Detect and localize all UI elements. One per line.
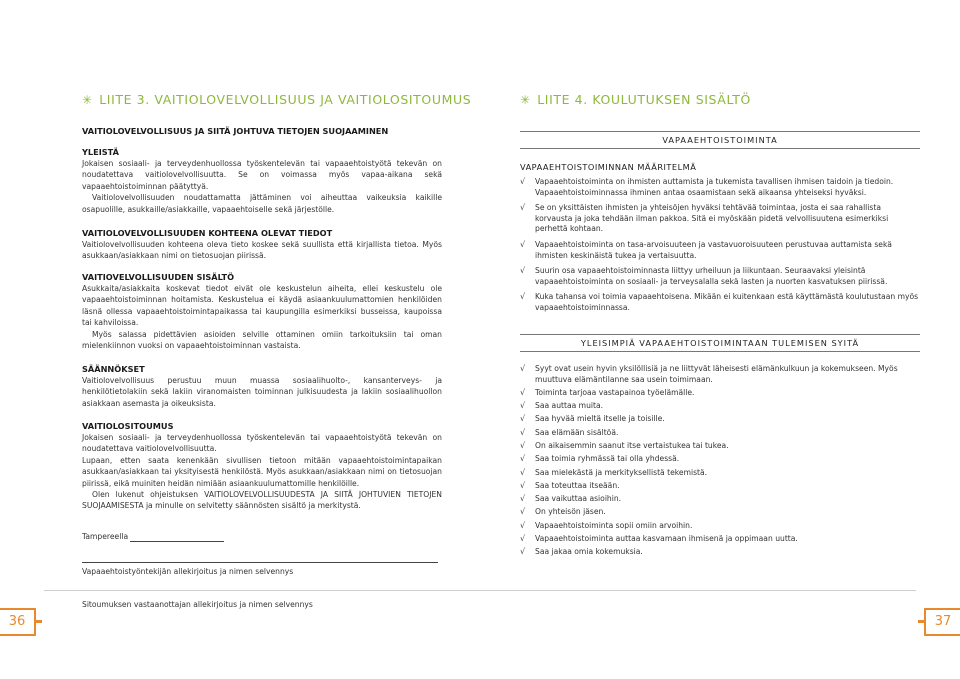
list-item [520,414,920,425]
list-item [520,428,920,439]
list-item-text: Saa vaikuttaa asioihin. [535,494,622,504]
list-item [520,507,920,518]
list-item [520,468,920,479]
checkmark-icon: √ [520,266,526,276]
checkmark-icon: √ [520,401,526,411]
definition-list [520,177,920,319]
paragraph: Lupaan, etten saata kenenkään sivullisen tietoon mitään vapaaehtoistoimintapaikan asukkaan/asiakkaan tai yksityisestä henkilöstä. Myös asukkaan/asiakkaan nimi on tietosuojan piirissä, eikä muiniten heidän nimiään asiaankuulumattomille henkilöille. [82,455,442,488]
list-item-text: Se on yksittäisten ihmisten ja yhteisöjen hyväksi tehtävää toimintaa, josta ei saa rahallista korvausta ja joka tehdään ilman pakkoa. Sitä ei myöskään pidetä velvollisuutena esimerkiksi perhettä kohtaan. [535,203,889,234]
section-body-saannokset [82,375,442,409]
paragraph: Jokaisen sosiaali- ja terveydenhuollossa työskentelevän tai vapaaehtoistyötä tekevän on noudatettava vaitiolovelvollisuutta. Se on voimassa myös vapaa-aikana sekä vapaaehtoistoiminnan päätyttyä. [82,159,442,191]
right-page [480,0,960,679]
checkmark-icon: √ [520,203,526,213]
paragraph: Vaitiolovelvollisuuden noudattamatta jättäminen voi aiheuttaa vaikeuksia kaikille osapuolille, asukkaille/asiakkaille, vapaaehtoiselle sekä järjestölle. [82,193,442,214]
main-heading: VAITIOLOVELVOLLISUUS JA SIITÄ JOHTUVA TIETOJEN SUOJAAMINEN [82,126,389,136]
list-item [520,292,920,313]
list-item [520,547,920,558]
checkmark-icon: √ [520,441,526,450]
list-item-text: On aikaisemmin saanut itse vertaistukea tai tukea. [535,441,729,450]
checkmark-icon: √ [520,454,526,464]
checkmark-icon: √ [520,292,526,302]
list-item [520,388,920,399]
signature-label-receiver: Sitoumuksen vastaanottajan allekirjoitus ja nimen selvennys [82,600,313,609]
checkmark-icon: √ [520,494,526,504]
list-item [520,454,920,465]
paragraph: Asukkaita/asiakkaita koskevat tiedot eivät ole keskustelun aiheita, ellei keskustelu ole vapaaehtoistoiminnan hoitamista. Keskustelua ei käydä asiaankuulumattomien henkilöiden läsnä ollessa vapaaehtoistoimintapaikassa tai kaupungilla esimerkiksi busseissa, kaupoissa tai kahviloissa. [82,284,442,328]
section-title-saannokset: SÄÄNNÖKSET [82,364,145,374]
checkmark-icon: √ [520,507,526,517]
footer-rule [44,590,480,591]
section-body-sitoumus [82,432,442,512]
section-body-kohteena [82,239,442,262]
checkmark-icon: √ [520,480,526,490]
list-item-text: Saa toimia ryhmässä tai olla yhdessä. [535,454,680,464]
list-item [520,521,920,532]
list-item-text: Suurin osa vapaaehtoistoiminnasta liittyy urheiluun ja liikuntaan. Seuraavaksi yleisintä vapaaehtoistoiminta on sosiaali- ja terveysalalla sekä lasten ja nuorten kasvatuksen piirissä. [535,266,888,286]
section-body-sisalto [82,283,442,351]
chapter-title-text: LIITE 4. KOULUTUKSEN SISÄLTÖ [537,92,751,107]
paragraph: Vaitiolovelvollisuus perustuu muun muassa sosiaalihuolto-, kansanterveys- ja henkilötietolakiin sekä lakiin viranomaisten toiminnan julkisuudesta ja lakiin sosiaalihuollon asiakkaan asemasta ja oikeuksista. [82,376,442,408]
chapter-title-right [520,92,751,107]
checkmark-icon: √ [520,177,526,186]
list-item-text: Vapaaehtoistoiminta on tasa-arvoisuuteen ja vastavuoroisuuteen perustuvaa auttamista sekä ihmisten keskinäistä tukea ja vertaisuutta. [535,239,892,260]
date-line[interactable] [130,541,224,542]
sparkle-icon: ✳ [82,93,93,107]
checkmark-icon: √ [520,520,526,530]
checkmark-icon: √ [520,467,526,477]
page-number-left: 36 [0,608,36,636]
list-item-text: Kuka tahansa voi toimia vapaaehtoisena. Mikään ei kuitenkaan estä käyttämästä koulutustaan myös vapaaehtoistoiminnassa. [535,292,919,312]
signature-line-volunteer[interactable] [82,562,438,563]
checkmark-icon: √ [520,547,526,557]
list-item-text: On yhteisön jäsen. [535,507,606,517]
list-item-text: Vapaaehtoistoiminta sopii omiin arvoihin. [535,520,693,530]
list-item [520,364,920,385]
checkmark-icon: √ [520,364,526,373]
list-item-text: Syyt ovat usein hyvin yksilöllisiä ja ne liittyvät läheisesti elämänkulkuun ja kokemukseen. Myös muuttuva elämäntilanne saa usein toimimaan. [535,364,898,384]
page-number-connector [36,620,42,623]
checkmark-icon: √ [520,533,526,543]
list-item [520,481,920,492]
checkmark-icon: √ [520,427,526,437]
definition-title: VAPAAEHTOISTOIMINNAN MÄÄRITELMÄ [520,162,697,172]
section-title-sisalto: VAITIOVELVOLLISUUDEN SISÄLTÖ [82,272,235,282]
list-item [520,401,920,412]
page-number-connector [918,620,924,623]
list-item-text: Saa jakaa omia kokemuksia. [535,547,643,557]
list-item-text: Saa auttaa muita. [535,401,604,411]
list-item-text: Toiminta tarjoaa vastapainoa työelämälle. [535,387,695,397]
list-item [520,203,920,235]
sparkle-icon: ✳ [520,93,531,107]
reasons-list [520,364,920,561]
paragraph: Jokaisen sosiaali- ja terveydenhuollossa työskentelevän tai vapaaehtoistyötä tekevän on noudatettava vaitiolovelvollisuutta. [82,433,442,454]
list-item [520,177,920,198]
checkmark-icon: √ [520,239,526,249]
list-item-text: Vapaaehtoistoiminta auttaa kasvamaan ihmisenä ja oppimaan uutta. [535,533,798,543]
list-item [520,534,920,545]
section-body-yleista [82,158,442,215]
list-item [520,441,920,452]
section-header-reasons: YLEISIMPIÄ VAPAAEHTOISTOIMINTAAN TULEMISEN SYITÄ [520,334,920,352]
list-item [520,240,920,261]
list-item [520,266,920,287]
paragraph: Vaitiolovelvollisuuden kohteena oleva tieto koskee sekä suullista että kirjallista tietoa. Myös asukkaan/asiakkaan nimi on tietosuojan piirissä. [82,240,442,261]
list-item-text: Vapaaehtoistoiminta on ihmisten auttamista ja tukemista tavallisen ihmisen taidoin ja tiedoin. Vapaaehtoistoiminnassa ihminen antaa osaamistaan sekä aikaansa yhteiseksi hyväksi. [535,177,894,197]
checkmark-icon: √ [520,414,526,424]
place-label: Tampereella [82,532,129,541]
list-item-text: Saa toteuttaa itseään. [535,480,620,490]
list-item-text: Saa elämään sisältöä. [535,427,619,437]
paragraph: Olen lukenut ohjeistuksen VAITIOLOVELVOLLISUUDESTA JA SIITÄ JOHTUVIEN TIETOJEN SUOJAAMISESTA ja minulle on selvitetty säännösten sisältö ja merkitystä. [82,490,442,511]
section-header-vapaaehtoistoiminta: VAPAAEHTOISTOIMINTA [520,131,920,149]
section-title-sitoumus: VAITIOLOSITOUMUS [82,421,174,431]
list-item-text: Saa hyvää mieltä itselle ja toisille. [535,414,665,424]
signature-label-volunteer: Vapaaehtoistyöntekijän allekirjoitus ja nimen selvennys [82,567,294,576]
chapter-title-left [82,92,471,107]
section-title-kohteena: VAITIOLOVELVOLLISUUDEN KOHTEENA OLEVAT TIEDOT [82,228,333,238]
footer-rule [480,590,916,591]
checkmark-icon: √ [520,387,526,397]
chapter-title-text: LIITE 3. VAITIOLOVELVOLLISUUS JA VAITIOLOSITOUMUS [99,92,472,107]
list-item [520,494,920,505]
list-item-text: Saa mielekästä ja merkityksellistä tekemistä. [535,467,708,477]
paragraph: Myös salassa pidettävien asioiden selville ottaminen omiin tarkoituksiin tai oman mielenkiinnon vuoksi on vapaaehtoistoiminnan vastaista. [82,329,442,351]
section-title-yleista: YLEISTÄ [82,147,119,157]
page-number-right: 37 [924,608,960,636]
